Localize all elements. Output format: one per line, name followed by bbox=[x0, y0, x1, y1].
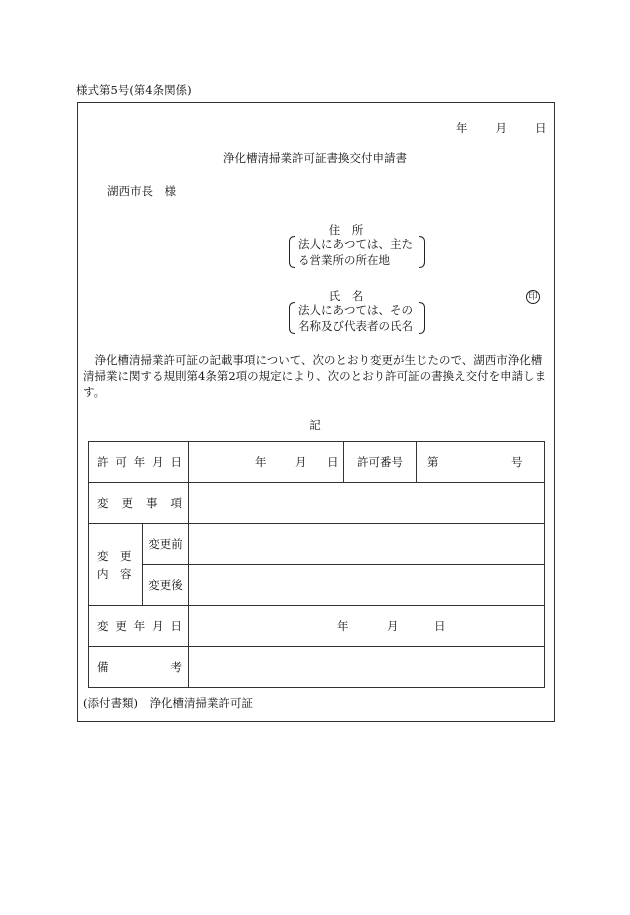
date-day: 日 bbox=[535, 121, 547, 135]
date-month: 月 bbox=[495, 121, 507, 135]
address-label: 住 所 bbox=[328, 223, 364, 237]
permit-date-label-cell bbox=[89, 442, 189, 483]
permit-year-unit: 年 bbox=[255, 455, 267, 469]
addressee: 湖西市長 様 bbox=[107, 184, 176, 198]
left-bracket-icon bbox=[288, 236, 296, 268]
remarks-label: 備 考 bbox=[97, 660, 182, 674]
change-item-label: 変 更 事 項 bbox=[97, 496, 182, 510]
table-row bbox=[89, 606, 545, 647]
form-number: 様式第5号(第4条関係) bbox=[76, 83, 192, 97]
table-row bbox=[89, 647, 545, 688]
application-statement: 浄化槽清掃業許可証の記載事項について、次のとおり変更が生じたので、湖西市浄化槽清掃業に関する規則第4条第2項の規定により、次のとおり許可証の書換え交付を申請します。 bbox=[83, 353, 547, 399]
seal-mark: 印 bbox=[526, 290, 540, 304]
change-month-unit: 月 bbox=[387, 619, 399, 633]
name-note-line-1: 法人にあつては、その bbox=[298, 303, 413, 317]
change-date-field[interactable] bbox=[189, 606, 545, 647]
address-note-line-2: る営業所の所在地 bbox=[298, 253, 390, 267]
name-note bbox=[288, 302, 426, 334]
permit-number-label: 許可番号 bbox=[344, 442, 417, 483]
after-field[interactable] bbox=[189, 565, 545, 606]
table-row bbox=[89, 442, 545, 483]
right-bracket-icon bbox=[418, 236, 426, 268]
table-row bbox=[89, 483, 545, 524]
application-date bbox=[456, 122, 547, 136]
remarks-field[interactable] bbox=[189, 647, 545, 688]
change-date-label: 変 更 年 月 日 bbox=[97, 619, 182, 633]
change-year-unit: 年 bbox=[337, 619, 349, 633]
change-content-label: 変 更 内 容 bbox=[89, 524, 143, 606]
left-bracket-icon bbox=[288, 302, 296, 334]
name-note-line-2: 名称及び代表者の氏名 bbox=[298, 319, 413, 333]
attachment-note: (添付書類) 浄化槽清掃業許可証 bbox=[83, 696, 253, 710]
application-table bbox=[88, 441, 545, 688]
change-item-field[interactable] bbox=[189, 483, 545, 524]
permit-month-unit: 月 bbox=[295, 455, 307, 469]
name-label: 氏 名 bbox=[328, 289, 364, 303]
change-day-unit: 日 bbox=[434, 619, 446, 633]
table-row bbox=[89, 524, 545, 565]
address-note-line-1: 法人にあつては、主た bbox=[298, 237, 413, 251]
permit-number-field[interactable] bbox=[417, 442, 545, 483]
ki-heading: 記 bbox=[309, 418, 321, 432]
before-field[interactable] bbox=[189, 524, 545, 565]
change-item-label-cell bbox=[89, 483, 189, 524]
right-bracket-icon bbox=[418, 302, 426, 334]
permit-date-field[interactable] bbox=[189, 442, 344, 483]
permit-number-suffix: 号 bbox=[511, 455, 523, 469]
permit-date-label: 許 可 年 月 日 bbox=[97, 455, 182, 469]
address-note bbox=[288, 236, 426, 268]
table-row bbox=[89, 565, 545, 606]
permit-day-unit: 日 bbox=[327, 455, 339, 469]
before-label: 変更前 bbox=[143, 524, 189, 565]
remarks-label-cell bbox=[89, 647, 189, 688]
change-date-label-cell bbox=[89, 606, 189, 647]
date-year: 年 bbox=[456, 121, 468, 135]
after-label: 変更後 bbox=[143, 565, 189, 606]
permit-number-prefix: 第 bbox=[427, 455, 439, 469]
document-title: 浄化槽清掃業許可証書換交付申請書 bbox=[223, 151, 407, 165]
